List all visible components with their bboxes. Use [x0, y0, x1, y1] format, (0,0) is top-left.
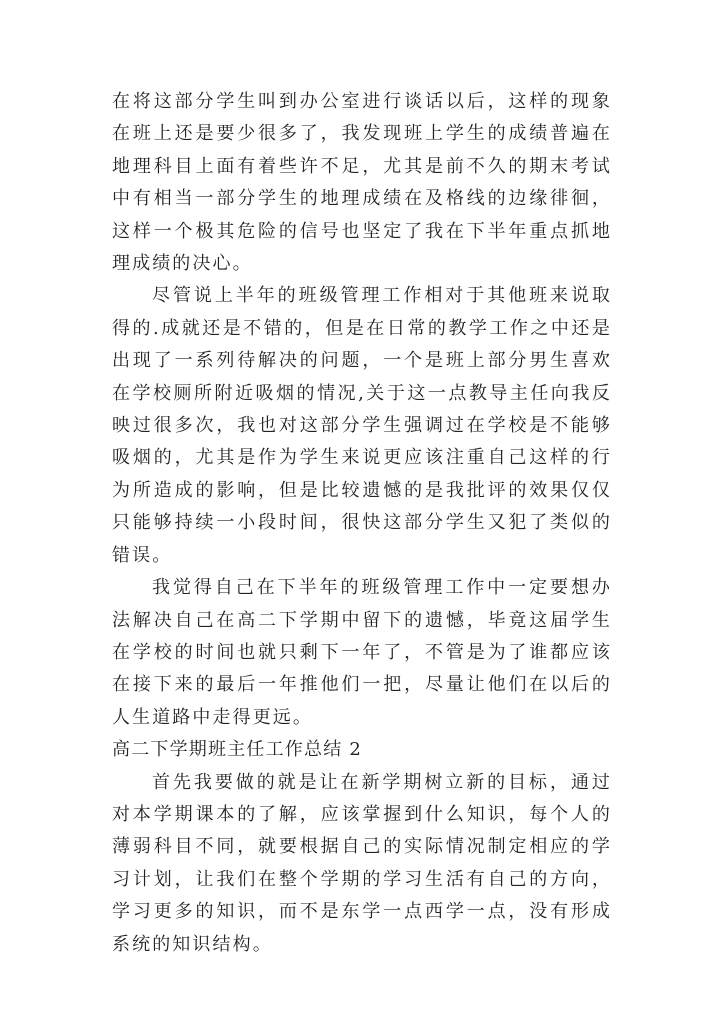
document-body	[112, 86, 612, 961]
paragraph-4: 首先我要做的就是让在新学期树立新的目标，通过对本学期课本的了解，应该掌握到什么知识，每个人的薄弱科目不同，就要根据自己的实际情况制定相应的学习计划，让我们在整个学期的学习生活有自己的方向，学习更多的知识，而不是东学一点西学一点，没有形成系统的知识结构。	[112, 771, 612, 955]
paragraph-1: 在将这部分学生叫到办公室进行谈话以后，这样的现象在班上还是要少很多了，我发现班上学生的成绩普遍在地理科目上面有着些许不足，尤其是前不久的期末考试中有相当一部分学生的地理成绩在及格线的边缘徘徊，这样一个极其危险的信号也坚定了我在下半年重点抓地理成绩的决心。	[112, 91, 612, 275]
section-heading: 高二下学期班主任工作总结 2	[112, 739, 362, 761]
paragraph-3: 我觉得自己在下半年的班级管理工作中一定要想办法解决自己在高二下学期中留下的遗憾，毕竟这届学生在学校的时间也就只剩下一年了，不管是为了谁都应该在接下来的最后一年推他们一把，尽量让他们在以后的人生道路中走得更远。	[112, 577, 612, 728]
paragraph-2: 尽管说上半年的班级管理工作相对于其他班来说取得的.成就还是不错的，但是在日常的教学工作之中还是出现了一系列待解决的问题，一个是班上部分男生喜欢在学校厕所附近吸烟的情况,关于这一点教导主任向我反映过很多次，我也对这部分学生强调过在学校是不能够吸烟的，尤其是作为学生来说更应该注重自己这样的行为所造成的影响，但是比较遗憾的是我批评的效果仅仅只能够持续一小段时间，很快这部分学生又犯了类似的错误。	[112, 285, 612, 566]
